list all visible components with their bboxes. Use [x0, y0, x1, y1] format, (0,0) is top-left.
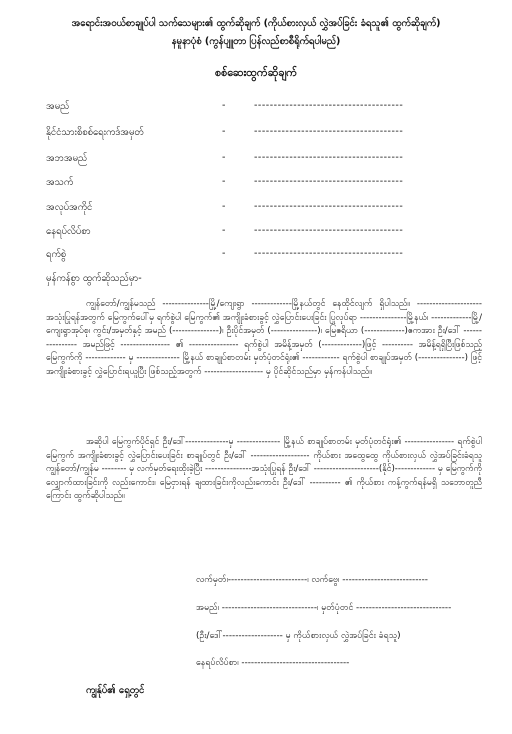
field-occupation [46, 201, 486, 215]
field-date [46, 248, 486, 262]
field-label: အမည် [46, 101, 70, 112]
field-name [46, 100, 486, 114]
field-label: အဘအမည် [46, 153, 88, 164]
statement-paragraph-1 [46, 298, 482, 424]
document-title: စစ်ဆေးထွက်ဆိုချက် [214, 66, 298, 79]
witness-label: ကျွန်ုပ်၏ ရှေ့တွင် [86, 685, 145, 696]
paragraph-text: အဆိုပါ မြေကွက်ပိုင်ရှင် ဦး/ဒေါ်--------------မှ -------------- မြို့နယ် စာချုပ်စာတမ်း မှတ်ပုံတင်ရုံး၏ ---------------- ရက်စွဲပါ မြေကွက် အကျိုးခံစားခွင့် လွှဲပြောင်းပေးခြင်း စာချုပ်တွင် ဦး/ဒေါ် ------------------- ကိုယ်စား အထွေထွေ ကိုယ်စားလှယ် လွှဲအပ်ခြင်းခံရသူ ကျွန်တော်/ကျွန်မ -------- မှ လက်မှတ်ရေးထိုးခဲ့ပြီး ---------------အသုံးပြုရန် ဦး/ဒေါ် ---------------------(နိုင်)------------- မှ မြေကွက်ကို လျှောက်ထားခြင်းကို လည်းကောင်း၊ မြေငှားရန် ချထားခြင်းကိုလည်းကောင်း ဦး/ဒေါ် ---------- ၏ ကိုယ်စား ကန့်ကွက်ရန်မရှိ သဘောတူညီကြောင်း ထွက်ဆိုပါသည်။ [46, 437, 482, 502]
field-separator: - [222, 176, 226, 187]
field-label: အသက် [46, 177, 74, 188]
header-line-2: နမူနာပုံစံ (ကွန်ပျူတာ ပြန်လည်စာစီရိုက်ရပါမည်) [171, 36, 341, 47]
field-blank-line: -------------------------------------- [254, 225, 404, 236]
field-blank-line: -------------------------------------- [254, 126, 404, 137]
field-separator: - [222, 201, 226, 212]
signature-name-nrc-line: အမည်၊ ------------------------------၊ မှတ်ပုံတင် ------------------------------ [196, 603, 452, 613]
field-separator: - [222, 126, 226, 137]
field-blank-line: -------------------------------------- [254, 248, 404, 259]
field-separator: - [222, 100, 226, 111]
field-separator: - [222, 152, 226, 163]
signature-thumbprint-line: လက်မှတ်၊-------------------------၊ လက်ဗွေ၊ --------------------------- [196, 575, 428, 585]
signature-attorney-line: (ဦး/ဒေါ်------------------- မှ ကိုယ်စားလှယ် လွှဲအပ်ခြင်း ခံရသူ) [196, 631, 401, 641]
field-label: နေရပ်လိပ်စာ [46, 226, 91, 237]
paragraph-text: ကျွန်တော်/ကျွန်မသည် ---------------မြို့/ကျေးရွာ -------------မြို့နယ်တွင် နေထိုင်လျက် ရှိပါသည်။ --------------------- အသုံးပြုရန်အတွက် မြေကွက်ပေါ်မှ ရက်စွဲပါ မြေကွက်၏ အကျိုးခံစားခွင့် လွှဲပြောင်းပေးခြင်း ပြုလုပ်ရာ ---------------မြို့နယ်၊ -------------မြို့/ကျေးရွာအုပ်စု၊ ကွင်း/အမှတ်နှင့် အမည် (---------------)၊ ဦးပိုင်အမှတ် (---------------)၊ မြေဧရိယာ (-------------)ဧကအား ဦး/ဒေါ် ---------------- အမည်ဖြင့် ---------------- ၏ ---------------- ရက်စွဲပါ အမိန့်အမှတ် (-------------)ဖြင့် ---------- အမိန့်ရရှိပြီးဖြစ်သည့် မြေကွက်ကို ------------- မှ -------------- မြို့နယ် စာချုပ်စာတမ်း မှတ်ပုံတင်ရုံး၏ ------------ ရက်စွဲပါ စာချုပ်အမှတ် (---------------) ဖြင့် အကျိုးခံစားခွင့် လွှဲပြောင်းရယူပြီး ဖြစ်သည့်အတွက် ------------------- မှ ပိုင်ဆိုင်သည်မှာ မှန်ကန်ပါသည်။ [46, 299, 482, 377]
field-address [46, 225, 486, 239]
field-father-name [46, 152, 486, 166]
field-label: ရက်စွဲ [46, 249, 67, 260]
field-blank-line: -------------------------------------- [254, 176, 404, 187]
field-blank-line: -------------------------------------- [254, 201, 404, 212]
statement-intro: မှန်ကန်စွာ ထွက်ဆိုသည်မှာ- [46, 273, 142, 284]
field-age [46, 176, 486, 190]
field-separator: - [222, 248, 226, 259]
field-label: နိုင်ငံသားစိစစ်ရေးကဒ်အမှတ် [46, 127, 144, 138]
statement-paragraph-2 [46, 436, 482, 530]
header-line-1: အရောင်းအဝယ်စာချုပ်ပါ သက်သေများ၏ ထွက်ဆိုချက် (ကိုယ်စားလှယ် လွှဲအပ်ခြင်း ခံရသူ၏ ထွက်ဆိုချက်) [71, 18, 441, 29]
field-blank-line: -------------------------------------- [254, 152, 404, 163]
field-nrc-number [46, 126, 486, 140]
field-label: အလုပ်အကိုင် [46, 202, 93, 213]
signature-address-line: နေရပ်လိပ်စာ၊ ---------------------------------- [196, 658, 350, 668]
field-separator: - [222, 225, 226, 236]
field-blank-line: -------------------------------------- [254, 100, 404, 111]
